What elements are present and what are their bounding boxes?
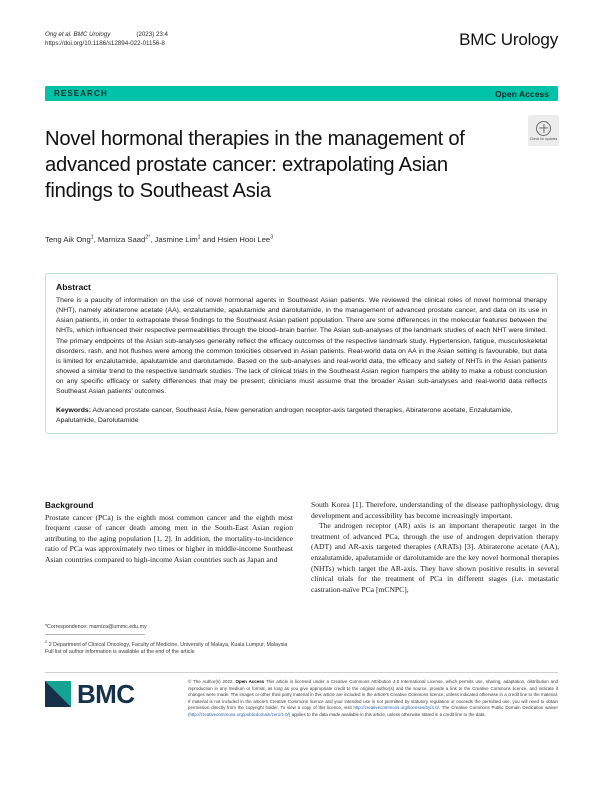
correspondence-label: *Correspondence: <box>45 624 88 630</box>
author-list <box>45 232 525 245</box>
license-text <box>188 679 558 718</box>
crossmark-label: Check for updates <box>529 136 558 141</box>
open-access-label: Open Access <box>495 88 549 99</box>
keywords-label: Keywords: <box>56 406 91 414</box>
license-body: This article is licensed under a Creative Commons Attribution 4.0 International License, which permits use, sharing, adaptation, distribution and reproduction in any medium or format, as long as you give appropriate credit to the original author(s) and the source, provide a link to the Creative Commons licence, and indicate if changes were made. The images or other third party material in this article are included in the article's Creative Commons licence, unless indicated otherwise in a credit line to the material. If material is not included in the article's Creative Commons licence and your intended use is not permitted by statutory regulation or exceeds the permitted use, you will need to obtain permission directly from the copyright holder. To view a copy of this licence, visit <box>188 679 559 711</box>
full-author-list-note: Full list of author information is available at the end of the article <box>45 649 195 656</box>
footnote-block <box>45 624 293 657</box>
license-body-3: ) applies to the data made available in this article, unless otherwise stated in a credit line to the data. <box>288 711 486 717</box>
body-column-left <box>45 500 293 566</box>
author-names: Teng Aik Ong$^1$, Marniza Saad$^{2*}$, Jasmine Lim$^1$ and Hsien Hooi Lee$^3$ <box>45 234 274 244</box>
license-body-2: . The Creative Commons Public Domain Dedication waiver ( <box>188 705 559 717</box>
keywords-list: Advanced prostate cancer, Southeast Asia, New generation androgen receptor-axis targeted therapies, Abiraterone acetate, Enzalutamide, Apalutamide, Darolutamide <box>56 406 513 424</box>
footnote-divider <box>45 634 145 635</box>
keywords-row <box>56 406 547 426</box>
correspondence-email[interactable]: marniza@ummc.edu.my <box>89 624 147 630</box>
crossmark-icon <box>536 121 551 136</box>
running-head <box>45 30 375 48</box>
abstract-body: There is a paucity of information on the use of novel hormonal agents in Southeast Asian patients. We reviewed the clinical roles of novel hormonal therapy (NHT), namely abiraterone acetate (AA), enzalutamide, apalutamide and darolutamide, in the management of advanced prostate cancer, and data on its use in Asian patients, in order to extrapolate these findings to the Southeast Asian patient population. There are some differences in the molecular features between the NHTs, which influenced their respective permeabilities through the blood–brain barrier. The Asian sub-analyses of the landmark studies of each NHT were limited. The primary endpoints of the Asian sub-analyses generally reflect the efficacy outcomes of the respective landmark study. Hypertension, fatigue, musculoskeletal disorders, rash, and hot flushes were among the common toxicities observed in Asian patients. Real-world data on AA in the Asian setting is favourable, but data is limited for enzalutamide, apalutamide and darolutamide. Based on the sub-analyses and real-world data, the efficacy and safety of NHTs in the Asian patients showed a similar trend to the respective landmark studies. The lack of clinical trials in the Southeast Asian region hampers the ability to make a robust conclusion on any specific efficacy or safety differences that may be present; clinicians must assume that the broader Asian sub-analyses and real-world data reflects Southeast Asian patients' outcomes. <box>56 297 547 396</box>
citation-text: Ong et al. BMC Urology <box>45 31 111 38</box>
open-access-banner <box>45 86 558 101</box>
page-title: Novel hormonal therapies in the management of advanced prostate cancer: extrapolating Asian findings to Southeast Asia <box>45 127 465 203</box>
journal-title: BMC Urology <box>459 30 558 49</box>
affiliation-line <box>45 638 293 649</box>
footer-divider <box>45 672 558 673</box>
article-type-label: RESEARCH <box>54 89 108 98</box>
bmc-wordmark: BMC <box>77 679 135 709</box>
background-paragraph-right-1: South Korea [1]. Therefore, understanding of the disease pathophysiology, drug development and accessibility has become increasingly important. <box>311 500 559 520</box>
affiliation-marker: 2 <box>45 639 48 644</box>
doi-link[interactable]: https://doi.org/10.1186/s12894-022-01156-8 <box>45 40 165 47</box>
background-paragraph-left: Prostate cancer (PCa) is the eighth most common cancer and the eighth most frequent cause of cancer death among men in the South-East Asian region attributing to the aging population [1, 2]. In addition, the mortality-to-incidence ratio of PCa was approximately two times or higher in middle-income Southeast Asian countries compared to high-income Asian countries such as Japan and <box>45 512 293 564</box>
license-open-access-label: Open Access <box>235 679 265 684</box>
license-url[interactable]: http://creativecommons.org/licenses/by/4.0/ <box>353 705 439 711</box>
check-for-updates-badge[interactable] <box>528 115 559 146</box>
affiliation-text: 2 Department of Clinical Oncology, Faculty of Medicine, University of Malaya, Kuala Lumpur, Malaysia <box>48 641 288 648</box>
copyright-notice: © The Author(s) 2022. <box>188 679 234 684</box>
section-heading-background: Background <box>45 500 94 510</box>
abstract-section <box>45 273 558 434</box>
correspondence-line <box>45 624 293 631</box>
abstract-heading: Abstract <box>56 282 91 292</box>
bmc-logo <box>45 681 134 707</box>
body-column-right <box>311 500 559 595</box>
citation-volume: (2023) 23:4 <box>136 31 168 38</box>
running-head-citation <box>45 30 375 39</box>
license-url-2[interactable]: http://creativecommons.org/publicdomain/zero/1.0/ <box>189 711 289 717</box>
background-paragraph-right-2: The androgen receptor (AR) axis is an important therapeutic target in the treatment of advanced PCa, through the use of androgen deprivation therapy (ADT) and AR-axis targeted therapies (ARATs) [3]. Abiraterone acetate (AA), enzalutamide, apalutamide or darolutamide are the key novel hormonal therapies (NHTs) which target the AR-axis. They have shown positive results in several clinical trials for the treatment of PCa in different stages (i.e. metastatic castration-naïve PCa [mCNPC], <box>311 521 559 594</box>
bmc-logo-icon <box>45 681 71 707</box>
